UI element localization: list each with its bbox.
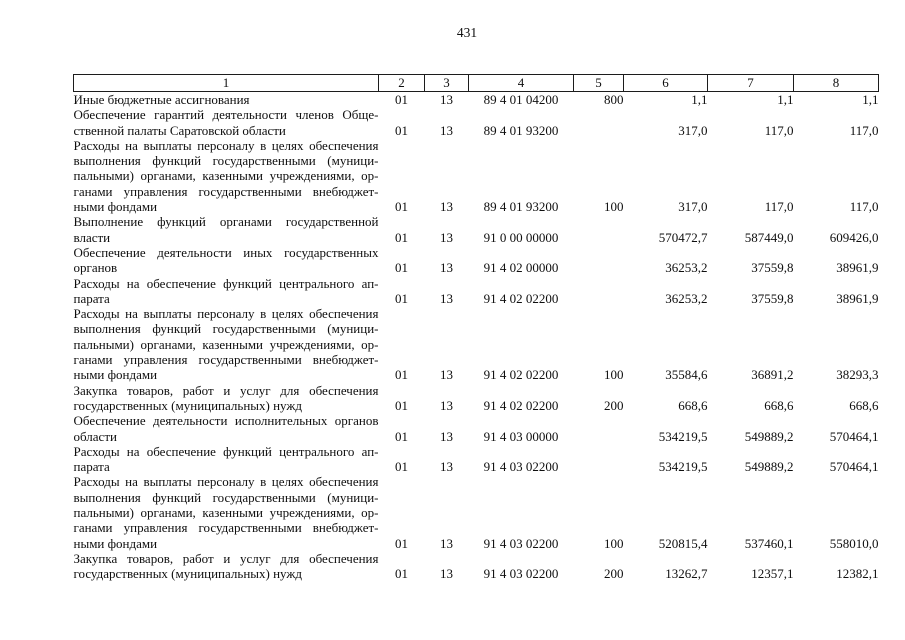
row-cell-3: 13 [440,535,453,551]
row-cell-6: 36253,2 [665,290,708,306]
row-name-line: ганами управления государственными внебюджет- [73,352,379,368]
row-name-line: Расходы на выплаты персоналу в целях обеспечения [73,474,379,490]
table-row [74,214,879,245]
row-cell-7: 668,6 [764,397,794,413]
row-name-cell [74,306,379,382]
row-name-line: пальными) органами, казенными учреждениями, ор- [73,336,379,352]
row-cell-7: 37559,8 [751,290,794,306]
row-cell-3: 13 [440,92,453,107]
row-cell-7: 117,0 [764,122,794,138]
row-cell-6: 534219,5 [658,428,708,444]
row-name-line: Расходы на обеспечение функций центрального ап- [73,443,379,459]
row-cell-5 [574,245,624,276]
row-cell-3: 13 [440,397,453,413]
table-row [74,107,879,138]
row-cell-2: 01 [395,92,408,107]
table-row [74,306,879,382]
header-cell-7: 7 [708,75,794,92]
row-name-line: Обеспечение деятельности исполнительных органов [73,413,379,429]
row-cell-5: 100 [604,199,624,215]
row-cell-8: 558010,0 [829,535,879,551]
header-cell-3: 3 [425,75,469,92]
row-cell-4: 91 0 00 00000 [483,229,559,245]
row-cell-3: 13 [440,122,453,138]
row-cell-6: 13262,7 [665,566,708,582]
row-cell-7: 117,0 [764,199,794,215]
row-cell-5: 800 [604,92,624,107]
header-cell-4: 4 [469,75,574,92]
row-cell-5: 100 [604,367,624,383]
row-name-line: пальными) органами, казенными учреждениями, ор- [73,168,379,184]
row-cell-6: 317,0 [678,122,708,138]
row-name-cell [74,107,379,138]
row-cell-8: 668,6 [849,397,879,413]
row-name-line: Закупка товаров, работ и услуг для обеспечения [73,550,379,566]
row-cell-6: 520815,4 [658,535,708,551]
row-cell-2: 01 [395,260,408,276]
header-cell-6: 6 [624,75,708,92]
row-name-line: выполнения функций государственными (муници- [73,489,379,505]
table-row [74,245,879,276]
row-name-line: государственных (муниципальных) нужд [73,397,302,413]
row-name-line: ными фондами [73,199,158,215]
row-name-line: ными фондами [73,367,158,383]
row-cell-4: 89 4 01 93200 [483,199,559,215]
row-name-cell [74,276,379,307]
row-cell-8: 570464,1 [829,459,879,475]
table-row [74,551,879,582]
row-name-line: Обеспечение деятельности иных государственных [73,244,379,260]
table-row [74,444,879,475]
row-cell-7: 549889,2 [744,428,794,444]
table-row [74,413,879,444]
row-cell-3: 13 [440,290,453,306]
table-row [74,92,879,108]
row-cell-7: 1,1 [777,92,794,107]
row-cell-8: 570464,1 [829,428,879,444]
row-name-line: выполнения функций государственными (муници- [73,321,379,337]
row-cell-4: 91 4 02 00000 [483,260,559,276]
budget-table [73,74,879,582]
row-cell-3: 13 [440,260,453,276]
row-cell-2: 01 [395,397,408,413]
row-cell-2: 01 [395,428,408,444]
row-name-line: государственных (муниципальных) нужд [73,566,302,582]
row-cell-5 [574,276,624,307]
row-cell-6: 668,6 [678,397,708,413]
row-name-cell [74,444,379,475]
row-cell-5 [574,444,624,475]
header-cell-8: 8 [794,75,879,92]
row-name-line: Закупка товаров, работ и услуг для обеспечения [73,382,379,398]
row-name-cell [74,474,379,550]
row-name-line: органов [73,260,118,276]
row-cell-4: 89 4 01 93200 [483,122,559,138]
row-cell-2: 01 [395,459,408,475]
row-cell-2: 01 [395,367,408,383]
row-cell-4: 91 4 03 02200 [483,535,559,551]
row-cell-2: 01 [395,122,408,138]
row-cell-8: 1,1 [862,92,879,107]
row-cell-8: 38961,9 [836,260,879,276]
row-cell-2: 01 [395,290,408,306]
row-cell-2: 01 [395,229,408,245]
row-name-cell [74,214,379,245]
row-name-cell [74,92,379,108]
table-body [74,75,879,582]
row-cell-6: 35584,6 [665,367,708,383]
row-name-line: выполнения функций государственными (муници- [73,153,379,169]
row-cell-3: 13 [440,459,453,475]
row-cell-3: 13 [440,229,453,245]
row-cell-6: 1,1 [691,92,708,107]
table-header-row [74,75,879,92]
row-cell-5: 200 [604,397,624,413]
row-cell-5: 100 [604,535,624,551]
row-cell-4: 91 4 02 02200 [483,367,559,383]
row-name-line: Обеспечение гарантий деятельности членов Обще- [73,107,379,123]
row-name-line: Расходы на выплаты персоналу в целях обеспечения [73,137,379,153]
row-name-line: парата [73,459,110,475]
row-cell-3: 13 [440,428,453,444]
row-cell-5 [574,107,624,138]
row-cell-2: 01 [395,566,408,582]
row-name-cell [74,551,379,582]
row-name-line: области [73,428,117,444]
row-cell-4: 91 4 02 02200 [483,290,559,306]
row-name-line: ными фондами [73,535,158,551]
row-cell-8: 38293,3 [836,367,879,383]
row-name-line: Расходы на выплаты персоналу в целях обеспечения [73,306,379,322]
row-name-line: власти [73,229,111,245]
row-cell-8: 117,0 [849,199,879,215]
row-cell-5: 200 [604,566,624,582]
row-cell-2: 01 [395,199,408,215]
row-cell-5 [574,413,624,444]
row-name-line: Выполнение функций органами государственной [73,214,379,230]
row-cell-6: 534219,5 [658,459,708,475]
row-name-cell [74,138,379,214]
row-cell-7: 12357,1 [751,566,794,582]
row-cell-7: 587449,0 [744,229,794,245]
row-name-line: ганами управления государственными внебюджет- [73,183,379,199]
row-cell-4: 89 4 01 04200 [483,92,559,107]
table-row [74,276,879,307]
row-cell-6: 36253,2 [665,260,708,276]
row-cell-7: 549889,2 [744,459,794,475]
header-cell-1: 1 [74,75,379,92]
row-cell-3: 13 [440,566,453,582]
row-name-cell [74,245,379,276]
row-cell-8: 12382,1 [836,566,879,582]
row-name-line: пальными) органами, казенными учреждениями, ор- [73,505,379,521]
row-cell-6: 570472,7 [658,229,708,245]
row-name-line: Иные бюджетные ассигнования [73,92,250,107]
table-row [74,138,879,214]
row-name-cell [74,413,379,444]
row-cell-5 [574,214,624,245]
row-name-line: ственной палаты Саратовской области [73,122,286,138]
row-cell-8: 117,0 [849,122,879,138]
page-number: 431 [456,25,478,40]
row-cell-3: 13 [440,367,453,383]
row-name-cell [74,383,379,414]
row-name-line: парата [73,290,110,306]
row-name-line: Расходы на обеспечение функций центрального ап- [73,275,379,291]
row-cell-4: 91 4 02 02200 [483,397,559,413]
row-cell-3: 13 [440,199,453,215]
row-cell-7: 37559,8 [751,260,794,276]
row-cell-2: 01 [395,535,408,551]
table-row [74,383,879,414]
row-cell-7: 36891,2 [751,367,794,383]
table-row [74,474,879,550]
row-cell-4: 91 4 03 00000 [483,428,559,444]
row-cell-4: 91 4 03 02200 [483,459,559,475]
row-cell-8: 38961,9 [836,290,879,306]
row-cell-6: 317,0 [678,199,708,215]
header-cell-2: 2 [379,75,425,92]
row-name-line: ганами управления государственными внебюджет- [73,520,379,536]
header-cell-5: 5 [574,75,624,92]
row-cell-8: 609426,0 [829,229,879,245]
row-cell-4: 91 4 03 02200 [483,566,559,582]
row-cell-7: 537460,1 [744,535,794,551]
